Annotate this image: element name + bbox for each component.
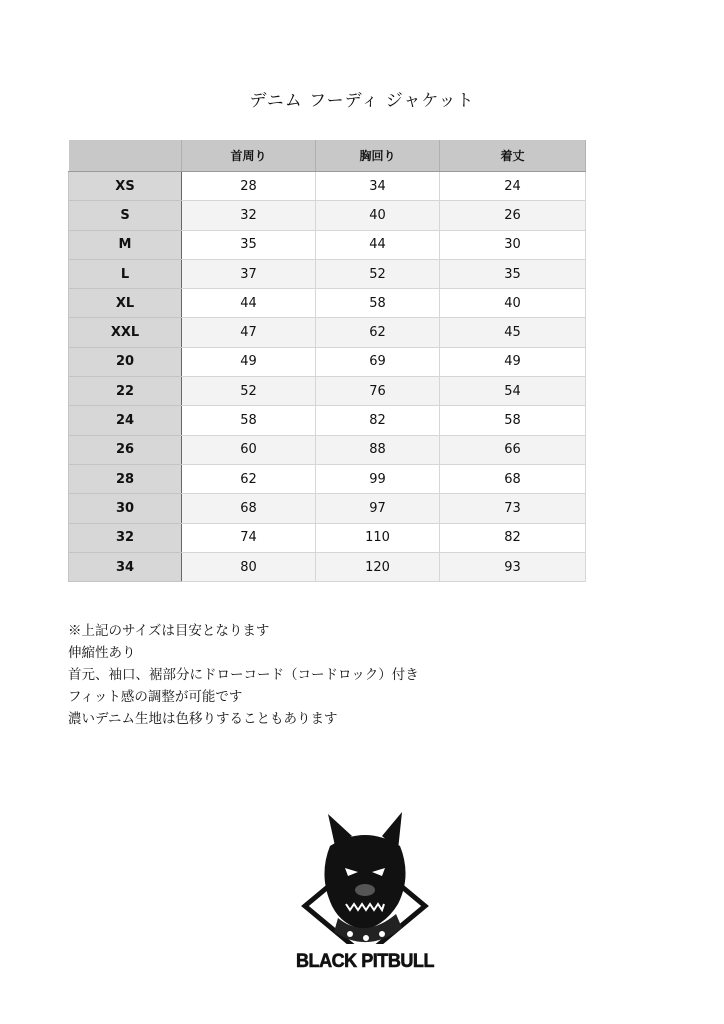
size-label-cell: 22: [69, 377, 182, 406]
note-line: フィット感の調整が可能です: [68, 689, 243, 705]
table-row: [69, 172, 586, 201]
value-cell: 62: [182, 464, 316, 493]
value-cell: 24: [440, 172, 586, 201]
table-row: [69, 347, 586, 376]
value-cell: 69: [316, 347, 440, 376]
table-header-row: [69, 140, 586, 172]
header-neck: 首周り: [182, 140, 316, 172]
value-cell: 60: [182, 435, 316, 464]
size-label-cell: 30: [69, 494, 182, 523]
table-row: [69, 230, 586, 259]
header-size: [69, 140, 182, 172]
note-line: 濃いデニム生地は色移りすることもあります: [68, 711, 338, 727]
value-cell: 45: [440, 318, 586, 347]
size-label-cell: XL: [69, 289, 182, 318]
size-label-cell: 24: [69, 406, 182, 435]
table-row: [69, 259, 586, 288]
table-row: [69, 201, 586, 230]
size-label-cell: 32: [69, 523, 182, 552]
table-row: [69, 464, 586, 493]
note-line: ※上記のサイズは目安となります: [68, 623, 270, 639]
size-label-cell: S: [69, 201, 182, 230]
value-cell: 35: [182, 230, 316, 259]
size-label-cell: XS: [69, 172, 182, 201]
size-label-cell: 34: [69, 552, 182, 581]
pitbull-logo-icon: [290, 806, 440, 986]
table-row: [69, 494, 586, 523]
table-row: [69, 289, 586, 318]
value-cell: 88: [316, 435, 440, 464]
value-cell: 35: [440, 259, 586, 288]
value-cell: 82: [440, 523, 586, 552]
value-cell: 68: [440, 464, 586, 493]
value-cell: 34: [316, 172, 440, 201]
value-cell: 58: [182, 406, 316, 435]
value-cell: 26: [440, 201, 586, 230]
table-row: [69, 435, 586, 464]
value-cell: 110: [316, 523, 440, 552]
value-cell: 28: [182, 172, 316, 201]
value-cell: 66: [440, 435, 586, 464]
value-cell: 44: [316, 230, 440, 259]
value-cell: 44: [182, 289, 316, 318]
value-cell: 30: [440, 230, 586, 259]
value-cell: 47: [182, 318, 316, 347]
table-row: [69, 552, 586, 581]
header-chest: 胸回り: [316, 140, 440, 172]
value-cell: 37: [182, 259, 316, 288]
size-label-cell: 20: [69, 347, 182, 376]
table-row: [69, 523, 586, 552]
value-cell: 82: [316, 406, 440, 435]
size-label-cell: L: [69, 259, 182, 288]
value-cell: 49: [440, 347, 586, 376]
note-line: 首元、袖口、裾部分にドローコード（コードロック）付き: [68, 667, 419, 683]
logo-text: BLACK PITBULL: [296, 951, 435, 972]
value-cell: 62: [316, 318, 440, 347]
page-title: デニム フーディ ジャケット: [249, 91, 475, 111]
value-cell: 120: [316, 552, 440, 581]
value-cell: 80: [182, 552, 316, 581]
notes: [68, 620, 419, 730]
value-cell: 99: [316, 464, 440, 493]
value-cell: 52: [316, 259, 440, 288]
table-row: [69, 318, 586, 347]
size-label-cell: 26: [69, 435, 182, 464]
value-cell: 40: [316, 201, 440, 230]
note-line: 伸縮性あり: [68, 645, 136, 661]
value-cell: 32: [182, 201, 316, 230]
value-cell: 73: [440, 494, 586, 523]
table-row: [69, 377, 586, 406]
value-cell: 74: [182, 523, 316, 552]
size-label-cell: XXL: [69, 318, 182, 347]
value-cell: 68: [182, 494, 316, 523]
size-label-cell: 28: [69, 464, 182, 493]
header-length: 着丈: [440, 140, 586, 172]
value-cell: 40: [440, 289, 586, 318]
size-label-cell: M: [69, 230, 182, 259]
value-cell: 52: [182, 377, 316, 406]
value-cell: 93: [440, 552, 586, 581]
value-cell: 76: [316, 377, 440, 406]
value-cell: 97: [316, 494, 440, 523]
value-cell: 54: [440, 377, 586, 406]
value-cell: 49: [182, 347, 316, 376]
size-chart-table: [68, 140, 586, 582]
table-row: [69, 406, 586, 435]
value-cell: 58: [440, 406, 586, 435]
value-cell: 58: [316, 289, 440, 318]
